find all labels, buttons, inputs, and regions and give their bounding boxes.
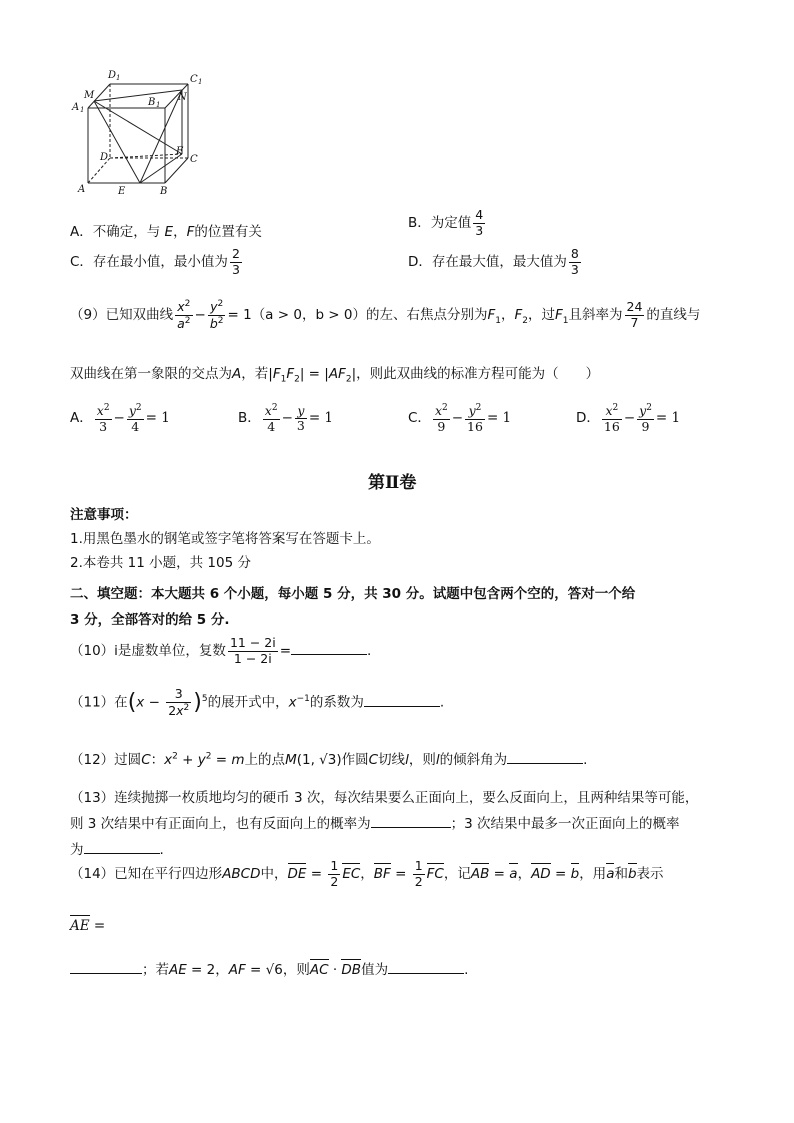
q9-choice-c: C． $\frac{x^2}{9}$ − $\frac{y^2}{16}$ = 1	[408, 403, 512, 434]
fill-in-instructions-2: 3 分，全部答对的给 5 分.	[70, 612, 230, 628]
label-A: A	[78, 184, 86, 195]
label-E: E	[118, 186, 126, 196]
section-title: 第Ⅱ卷	[368, 473, 417, 493]
q11: （11）在(x − $\frac{3}{2x^2}$ )$^5$的展开式中，$x^{-1}$的系数为 .	[70, 686, 445, 718]
q9-choice-d: D． $\frac{x^2}{16}$ − $\frac{y^2}{9}$ = 1	[576, 403, 681, 434]
label-B: B	[160, 186, 168, 196]
label-C1: C	[190, 74, 198, 85]
label-N: N	[178, 92, 187, 103]
notice-2: 2.本卷共 11 小题，共 105 分	[70, 555, 251, 571]
q8-option-d: D．存在最大值，最大值为 $\frac{8}{3}$	[408, 246, 579, 277]
svg-text:1: 1	[80, 106, 85, 114]
svg-text:1: 1	[198, 78, 203, 86]
q13-line3: 为 .	[70, 842, 164, 858]
svg-text:1: 1	[116, 74, 121, 82]
q14-line2: AE =	[70, 918, 106, 934]
notice-1: 1.用黑色墨水的钢笔或签字笔将答案写在答题卡上。	[70, 531, 380, 547]
q8-option-b: B．为定值 $\frac{4}{3}$	[408, 207, 484, 238]
label-F: F	[176, 146, 183, 157]
q9-line1: （9）已知双曲线 $\frac{x^2}{a^2}$ − $\frac{y^2}{b^2}$ = 1（a > 0，b > 0）的左、右焦点分别为$F_1$，$F_2$，过$F_1$且斜率为 $\frac{24}{7}$ 的直线与	[70, 299, 701, 331]
notice-heading: 注意事项：	[70, 507, 138, 523]
q13-line1: （13）连续抛掷一枚质地均匀的硬币 3 次，每次结果要么正面向上，要么反面向上，且两种结果等可能，	[70, 790, 699, 806]
q8-option-c: C．存在最小值，最小值为 $\frac{2}{3}$	[70, 246, 240, 277]
label-D: D	[100, 152, 109, 163]
label-B1: B	[148, 97, 156, 108]
cube-figure	[70, 68, 210, 196]
label-A1: A	[72, 102, 80, 113]
label-D1: D	[108, 70, 117, 81]
q14-line1: （14）已知在平行四边形ABCD中，DE = $\frac{1}{2}$ EC，BF = $\frac{1}{2}$ FC，记AB = a，AD = b，用a和b表示	[70, 858, 664, 889]
q9-choice-b: B． $\frac{x^2}{4}$ − $\frac{y}{3}$ = 1	[238, 402, 334, 434]
label-M: M	[84, 90, 95, 101]
q9-choice-a: A． $\frac{x^2}{3}$ − $\frac{y^2}{4}$ = 1	[70, 403, 170, 434]
label-C: C	[190, 154, 198, 165]
q9-line2: 双曲线在第一象限的交点为A，若$|F_1F_2| = |AF_2|$，则此双曲线的标准方程可能为（ ）	[70, 366, 600, 385]
svg-text:1: 1	[156, 101, 161, 109]
q14-line3: ；若AE = 2，AF = √6，则AC · DB值为 .	[70, 958, 468, 978]
fill-in-instructions-1: 二、填空题：本大题共 6 个小题，每小题 5 分，共 30 分。试题中包含两个空的，答对一个给	[70, 586, 636, 602]
q12: （12）过圆C：$x^2 + y^2 = m$上的点M(1, √3)作圆C切线l，则l的倾斜角为 .	[70, 751, 588, 768]
q8-option-a: A．不确定，与 E，F的位置有关	[70, 224, 262, 240]
q10: （10）i是虚数单位，复数 $\frac{11 - 2i}{1 - 2i}$ = .	[70, 635, 372, 666]
q13-line2: 则 3 次结果中有正面向上，也有反面向上的概率为 ；3 次结果中最多一次正面向上的概率	[70, 816, 680, 832]
